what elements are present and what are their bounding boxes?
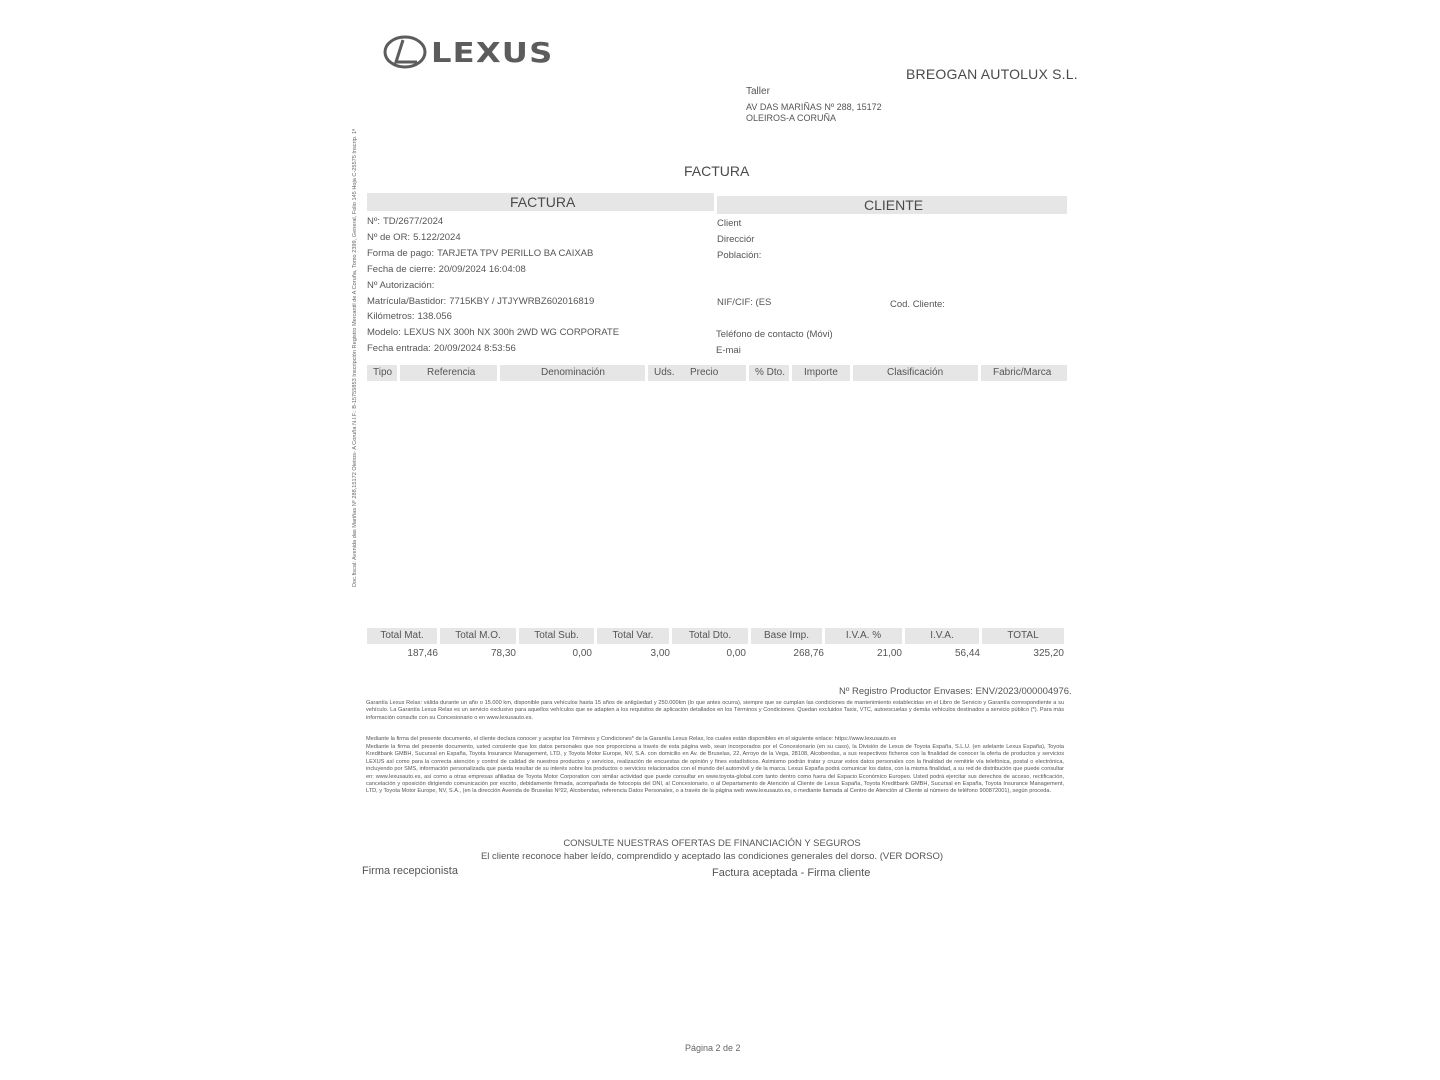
client-label: Client xyxy=(717,218,742,229)
email-label: E-mai xyxy=(716,345,741,356)
mediante-text: Mediante la firma del presente documento, el cliente declara conocer y aceptar los Términos y Condiciones* de la Garantía Lexus Relax, los cuales están disponibles en el siguiente enlace: https://www.lexusauto.es xyxy=(366,736,897,742)
consulte-ofertas: CONSULTE NUESTRAS OFERTAS DE FINANCIACIÓN Y SEGUROS xyxy=(563,838,861,849)
lexus-emblem-icon xyxy=(383,34,427,70)
iva-pct-value: 21,00 xyxy=(876,648,902,659)
document-title: FACTURA xyxy=(684,163,750,179)
total-dto-header: Total Dto. xyxy=(672,628,748,644)
total-header: TOTAL xyxy=(982,628,1064,644)
garantia-text: Garantía Lexus Relax: válida durante un año o 15.000 km, disponible para vehículos hasta 15 años de antigüedad y 250.000km (lo que antes ocurra), siempre que se cumplan las condiciones de mantenimiento establecidas en el Libro de Servicio y Garantía correspondiente a su vehículo. La Garantía Lexus Relax es un servicio exclusivo para aquellos vehículos que se adapten a los requisitos de aplicación detallados en los Términos y Condiciones. Quedan excluidos Taxis, VTC, autoescuelas y demás vehículos destinados a servicio público (*). Para más información consulte con su Concesionario o en www.lexusauto.es. xyxy=(366,700,1064,721)
col-referencia: Referencia xyxy=(400,365,497,381)
total-mo-header: Total M.O. xyxy=(440,628,516,644)
payment-method: Forma de pago: TARJETA TPV PERILLO BA CAIXAB xyxy=(367,248,594,259)
cod-cliente-label: Cod. Cliente: xyxy=(890,299,945,310)
reconoce-condiciones: El cliente reconoce haber leído, comprendido y aceptado las condiciones generales del dorso. (VER DORSO) xyxy=(480,851,944,862)
lexus-wordmark: LEXUS xyxy=(431,36,554,69)
page-number: Página 2 de 2 xyxy=(685,1043,741,1053)
company-name: BREOGAN AUTOLUX S.L. xyxy=(906,66,1078,82)
closing-date: Fecha de cierre: 20/09/2024 16:04:08 xyxy=(367,264,526,275)
taller-label: Taller xyxy=(746,86,770,97)
total-var-value: 3,00 xyxy=(650,648,670,659)
entry-date: Fecha entrada: 20/09/2024 8:53:56 xyxy=(367,343,516,354)
authorization-number: Nº Autorización: xyxy=(367,280,435,291)
col-dto: % Dto. xyxy=(749,365,789,381)
total-mat-header: Total Mat. xyxy=(367,628,437,644)
col-uds: Uds. xyxy=(648,365,684,381)
total-var-header: Total Var. xyxy=(597,628,669,644)
factura-heading: FACTURA xyxy=(510,194,576,210)
total-sub-value: 0,00 xyxy=(572,648,592,659)
or-number: Nº de OR: 5.122/2024 xyxy=(367,232,461,243)
invoice-number: Nº: TD/2677/2024 xyxy=(367,216,444,227)
kilometers: Kilómetros: 138.056 xyxy=(367,311,452,322)
model: Modelo: LEXUS NX 300h NX 300h 2WD WG CORPORATE xyxy=(367,327,620,338)
direccion-label: Direcciór xyxy=(717,234,755,245)
col-clasificacion: Clasificación xyxy=(853,365,978,381)
iva-header: I.V.A. xyxy=(905,628,979,644)
plate-vin: Matrícula/Bastidor: 7715KBY / JTJYWRBZ602016819 xyxy=(367,296,595,307)
col-precio: Precio xyxy=(684,365,746,381)
firma-cliente: Factura aceptada - Firma cliente xyxy=(712,867,871,879)
total-value: 325,20 xyxy=(1033,648,1064,659)
col-fabric-marca: Fabric/Marca xyxy=(981,365,1067,381)
iva-pct-header: I.V.A. % xyxy=(825,628,902,644)
total-sub-header: Total Sub. xyxy=(519,628,594,644)
col-tipo: Tipo xyxy=(367,365,397,381)
cliente-heading: CLIENTE xyxy=(864,197,924,213)
total-dto-value: 0,00 xyxy=(726,648,746,659)
nif-label: NIF/CIF: (ES xyxy=(717,297,772,308)
total-mat-value: 187,46 xyxy=(407,648,438,659)
registro-envases: Nº Registro Productor Envases: ENV/2023/000004976. xyxy=(839,686,1072,697)
address-line-2: OLEIROS-A CORUÑA xyxy=(746,113,837,123)
lexus-logo xyxy=(383,34,563,70)
col-denominacion: Denominación xyxy=(500,365,645,381)
telefono-label: Teléfono de contacto (Móvi) xyxy=(716,329,833,340)
side-fiscal-text: Doc.fiscal: Avenida das Mariñas Nº 288,15172 Oleiros- A Coruña N.I.F.: B-15755853 Inscripción Registro Mercantil de A Coruña, Tomo 2399, General, Folio 145 Hoja C-25575 Inscrip. 1ª xyxy=(352,128,358,587)
base-imp-value: 268,76 xyxy=(793,648,824,659)
poblacion-label: Población: xyxy=(717,250,762,261)
col-importe: Importe xyxy=(792,365,850,381)
iva-value: 56,44 xyxy=(954,648,980,659)
firma-recepcionista: Firma recepcionista xyxy=(362,865,458,877)
privacy-text: Mediante la firma del presente documento, usted consiente que los datos personales que nos proporciona a través de esta página web, sean incorporados por el Concesionario (en su caso), la División de Lexus de Toyota España, S.L.U. (en adelante Lexus España), Toyota Kreditbank GMBH, Sucursal en España, Toyota Insurance Management, LTD, y Toyota Motor Europe, NV, S.A. con domicilio en Av. de Bruselas, 22, Arroyo de la Vega, 28108, Alcobendas, a sus respectivos ficheros con la finalidad de conocer la oferta de productos y servicios LEXUS así como para la correcta atención y control de calidad de nuestros productos y servicios, realización de encuestas de opinión y fines estadísticos. Asimismo podrán tratar y cruzar estos datos personales con la finalidad de remitirle vía telefónica, postal o electrónica, incluyendo por SMS, información personalizada que pueda resultar de su interés sobre los productos o servicios relacionados con el mundo del automóvil y de la marca. Lexus España podrá comunicar los datos, con la misma finalidad, a su red de distribución que puede consultar en: www.lexusauto.es, así como a otras empresas afiliadas de Toyota Motor Corporation con similar actividad que puede consultar en www.toyota-global.com tanto dentro como fuera del Espacio Económico Europeo. Usted podrá ejercitar sus derechos de acceso, rectificación, cancelación y oposición dirigiendo comunicación por escrito, debidamente firmada, acompañada de fotocopia del DNI, al Concesionario, o al Departamento de Atención al Cliente de Lexus España, Toyota Kreditbank GMBH, Sucursal en España, Toyota Insurance Management, LTD, y Toyota Motor Europe, NV, S.A., (en la dirección Avenida de Bruselas Nº22, Alcobendas, referencia Datos Personales, o a través de la página web www.lexusauto.es, o mediante llamada al Centro de Atención al Cliente al número de teléfono 900872001), según proceda. xyxy=(366,744,1064,795)
total-mo-value: 78,30 xyxy=(490,648,516,659)
base-imp-header: Base Imp. xyxy=(751,628,822,644)
address-line-1: AV DAS MARIÑAS Nº 288, 15172 xyxy=(746,102,882,112)
